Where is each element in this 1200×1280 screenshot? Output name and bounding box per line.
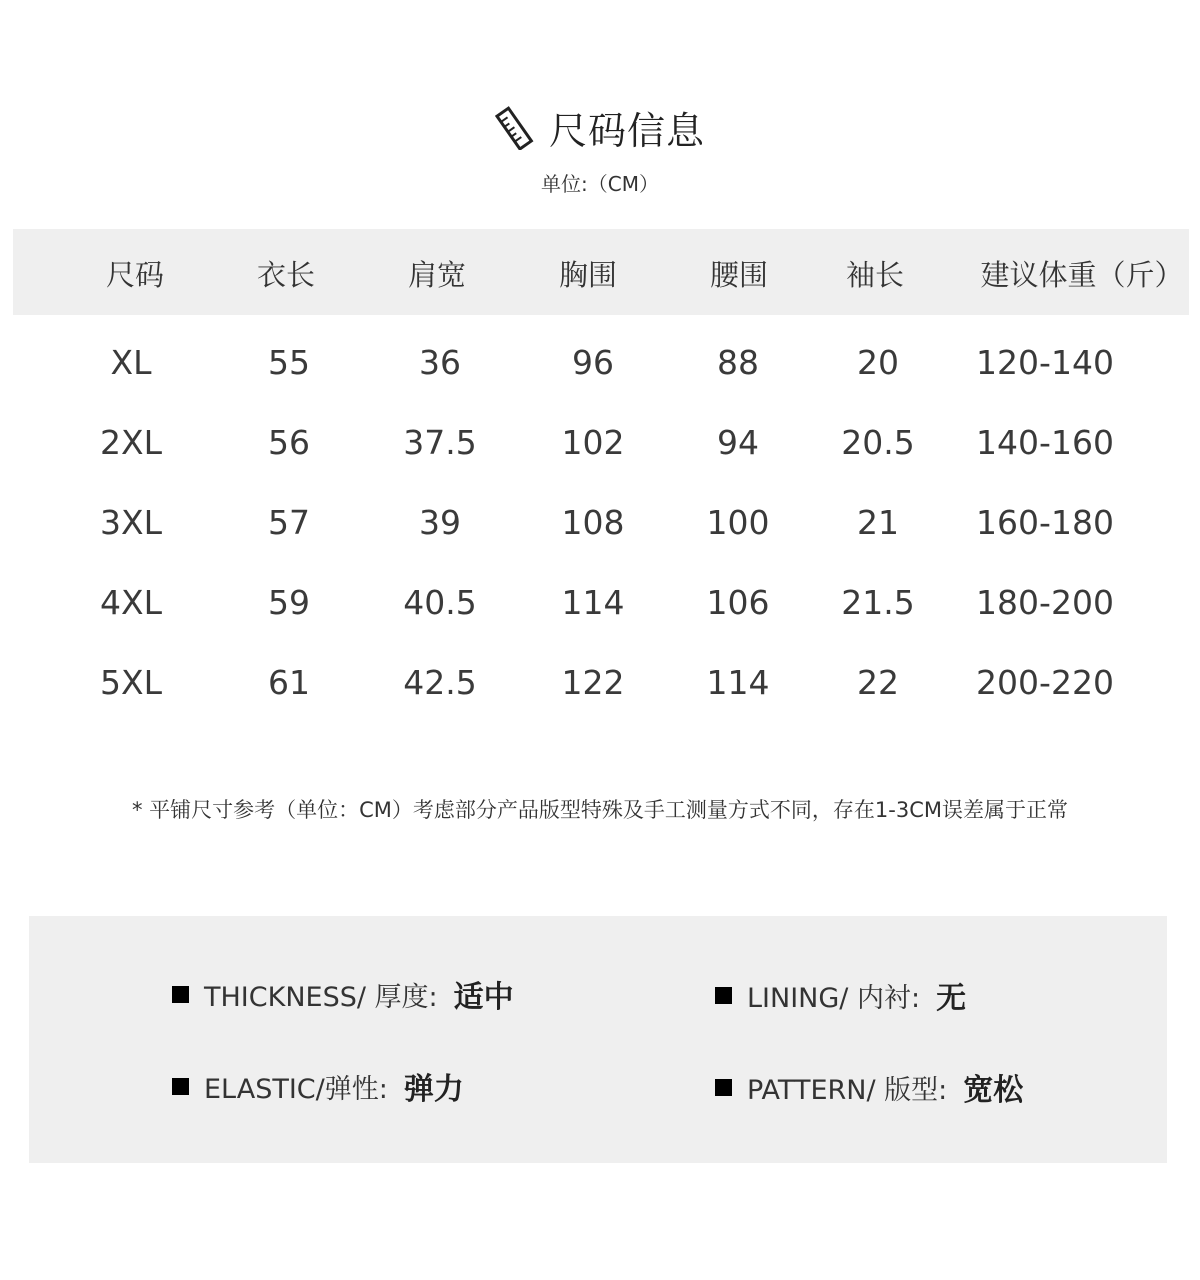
cell-size: XL: [110, 343, 152, 382]
attribute-label: PATTERN/ 版型:: [747, 1074, 948, 1106]
cell-shoulder: 40.5: [403, 583, 477, 622]
cell-length: 55: [268, 343, 310, 382]
bullet-square-icon: [715, 1079, 732, 1096]
cell-sleeve: 22: [857, 663, 899, 702]
cell-sleeve: 20.5: [841, 423, 915, 462]
cell-weight: 120-140: [976, 343, 1114, 382]
attribute-value: 宽松: [963, 1073, 1024, 1108]
ruler-icon: [495, 106, 535, 150]
attribute-lining: [715, 973, 966, 1017]
cell-size: 4XL: [100, 583, 162, 622]
page-title: 尺码信息: [548, 109, 705, 153]
header-size: 尺码: [105, 258, 165, 292]
table-row: [0, 343, 1200, 403]
cell-waist: 94: [717, 423, 759, 462]
cell-sleeve: 21.5: [841, 583, 915, 622]
cell-waist: 100: [706, 503, 770, 542]
cell-weight: 200-220: [976, 663, 1114, 702]
bullet-square-icon: [172, 986, 189, 1003]
cell-size: 2XL: [100, 423, 162, 462]
bullet-square-icon: [715, 987, 732, 1004]
cell-sleeve: 20: [857, 343, 899, 382]
attribute-label: LINING/ 内衬:: [747, 982, 921, 1014]
table-row: [0, 663, 1200, 723]
attribute-pattern: [715, 1065, 1023, 1109]
cell-chest: 102: [561, 423, 625, 462]
cell-sleeve: 21: [857, 503, 899, 542]
attribute-value: 无: [936, 981, 967, 1016]
cell-chest: 108: [561, 503, 625, 542]
header-waist: 腰围: [709, 258, 769, 292]
cell-weight: 180-200: [976, 583, 1114, 622]
attribute-value: 弹力: [403, 1072, 464, 1107]
header-weight: 建议体重（斤）: [980, 258, 1184, 292]
attribute-value: 适中: [453, 980, 514, 1015]
cell-weight: 140-160: [976, 423, 1114, 462]
attributes-panel: [29, 916, 1167, 1163]
cell-length: 56: [268, 423, 310, 462]
cell-length: 57: [268, 503, 310, 542]
cell-weight: 160-180: [976, 503, 1114, 542]
header-sleeve: 袖长: [845, 258, 905, 292]
table-row: [0, 583, 1200, 643]
cell-shoulder: 39: [419, 503, 461, 542]
table-row: [0, 423, 1200, 483]
attribute-thickness: [172, 972, 514, 1016]
measurement-note: * 平铺尺寸参考（单位：CM）考虑部分产品版型特殊及手工测量方式不同，存在1-3CM误差属于正常: [131, 798, 1069, 822]
size-table-header: [13, 229, 1189, 315]
cell-shoulder: 36: [419, 343, 461, 382]
attribute-label: THICKNESS/ 厚度:: [204, 981, 438, 1013]
cell-shoulder: 37.5: [403, 423, 477, 462]
cell-chest: 122: [561, 663, 625, 702]
unit-label: 单位:（CM）: [541, 172, 659, 196]
cell-waist: 106: [706, 583, 770, 622]
header-length: 衣长: [256, 258, 316, 292]
attribute-elastic: [172, 1064, 464, 1108]
cell-waist: 114: [706, 663, 770, 702]
cell-chest: 114: [561, 583, 625, 622]
bullet-square-icon: [172, 1078, 189, 1095]
cell-shoulder: 42.5: [403, 663, 477, 702]
attribute-label: ELASTIC/弹性:: [204, 1073, 388, 1105]
cell-size: 5XL: [100, 663, 162, 702]
cell-length: 61: [268, 663, 310, 702]
cell-length: 59: [268, 583, 310, 622]
cell-waist: 88: [717, 343, 759, 382]
table-row: [0, 503, 1200, 563]
header-chest: 胸围: [558, 258, 618, 292]
cell-chest: 96: [572, 343, 614, 382]
title-section: [0, 100, 1200, 153]
title-row: [495, 100, 705, 155]
header-shoulder: 肩宽: [407, 258, 467, 292]
cell-size: 3XL: [100, 503, 162, 542]
